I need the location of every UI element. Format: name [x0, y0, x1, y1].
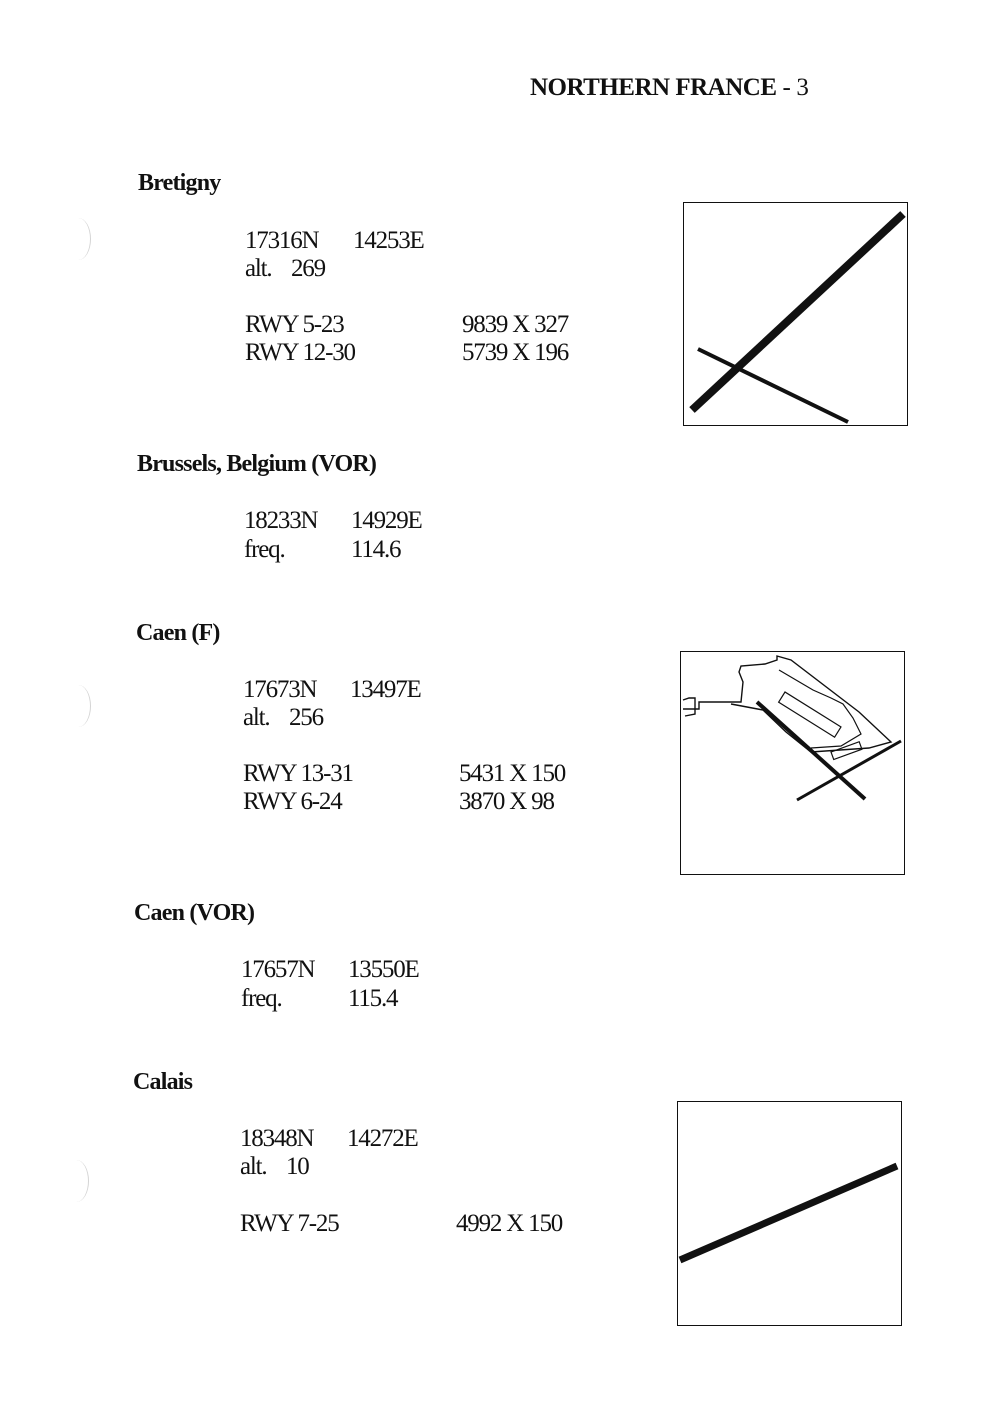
coordinate-lat: 18233N [244, 507, 318, 534]
coordinate-lat: 17657N [241, 956, 315, 983]
punch-hole-mark [66, 685, 91, 727]
runway-dimensions: 9839 X 327 [462, 311, 569, 338]
info-value: 256 [289, 704, 323, 731]
page-number: 3 [796, 74, 809, 101]
runway-name: RWY 13-31 [243, 760, 353, 787]
runway-diagram-svg [678, 1102, 901, 1325]
runway-name: RWY 5-23 [245, 311, 344, 338]
info-label: alt. [240, 1153, 267, 1180]
runway-7-25-line [680, 1166, 897, 1260]
header-separator: - [782, 74, 791, 101]
runway-name: RWY 6-24 [243, 788, 342, 815]
runway-13-31-line [757, 702, 865, 799]
runway-diagram-svg [681, 652, 904, 874]
airport-diagram-caen [680, 651, 905, 875]
entry-title-caen-f: Caen (F) [136, 620, 220, 646]
coordinate-lon: 14272E [347, 1125, 418, 1152]
runway-5-23-line [692, 214, 903, 410]
hangar-building [831, 742, 862, 760]
entry-title-calais: Calais [133, 1069, 193, 1095]
page-header [530, 74, 870, 102]
access-road [683, 698, 695, 716]
taxiway-outline [683, 656, 891, 752]
coordinate-lon: 14929E [351, 507, 422, 534]
info-label: alt. [243, 704, 270, 731]
coordinate-lon: 14253E [353, 227, 424, 254]
info-label: freq. [244, 536, 285, 563]
runway-diagram-svg [684, 203, 907, 425]
coordinate-lat: 17673N [243, 676, 317, 703]
info-label: freq. [241, 985, 282, 1012]
runway-dimensions: 3870 X 98 [459, 788, 554, 815]
punch-hole-mark [66, 218, 91, 260]
entry-title-caen-vor: Caen (VOR) [134, 900, 255, 926]
info-value: 269 [291, 255, 325, 282]
page-title: NORTHERN FRANCE [530, 74, 777, 101]
runway-name: RWY 12-30 [245, 339, 355, 366]
info-label: alt. [245, 255, 272, 282]
runway-dimensions: 5431 X 150 [459, 760, 566, 787]
info-value: 114.6 [351, 536, 401, 563]
entry-title-bretigny: Bretigny [138, 170, 221, 196]
coordinate-lat: 18348N [240, 1125, 314, 1152]
coordinate-lon: 13497E [350, 676, 421, 703]
coordinate-lon: 13550E [348, 956, 419, 983]
airport-diagram-bretigny [683, 202, 908, 426]
info-value: 10 [286, 1153, 309, 1180]
runway-dimensions: 4992 X 150 [456, 1210, 563, 1237]
runway-name: RWY 7-25 [240, 1210, 339, 1237]
coordinate-lat: 17316N [245, 227, 319, 254]
runway-dimensions: 5739 X 196 [462, 339, 569, 366]
info-value: 115.4 [348, 985, 398, 1012]
airport-diagram-calais [677, 1101, 902, 1326]
punch-hole-mark [64, 1160, 89, 1202]
entry-title-brussels: Brussels, Belgium (VOR) [137, 451, 377, 477]
